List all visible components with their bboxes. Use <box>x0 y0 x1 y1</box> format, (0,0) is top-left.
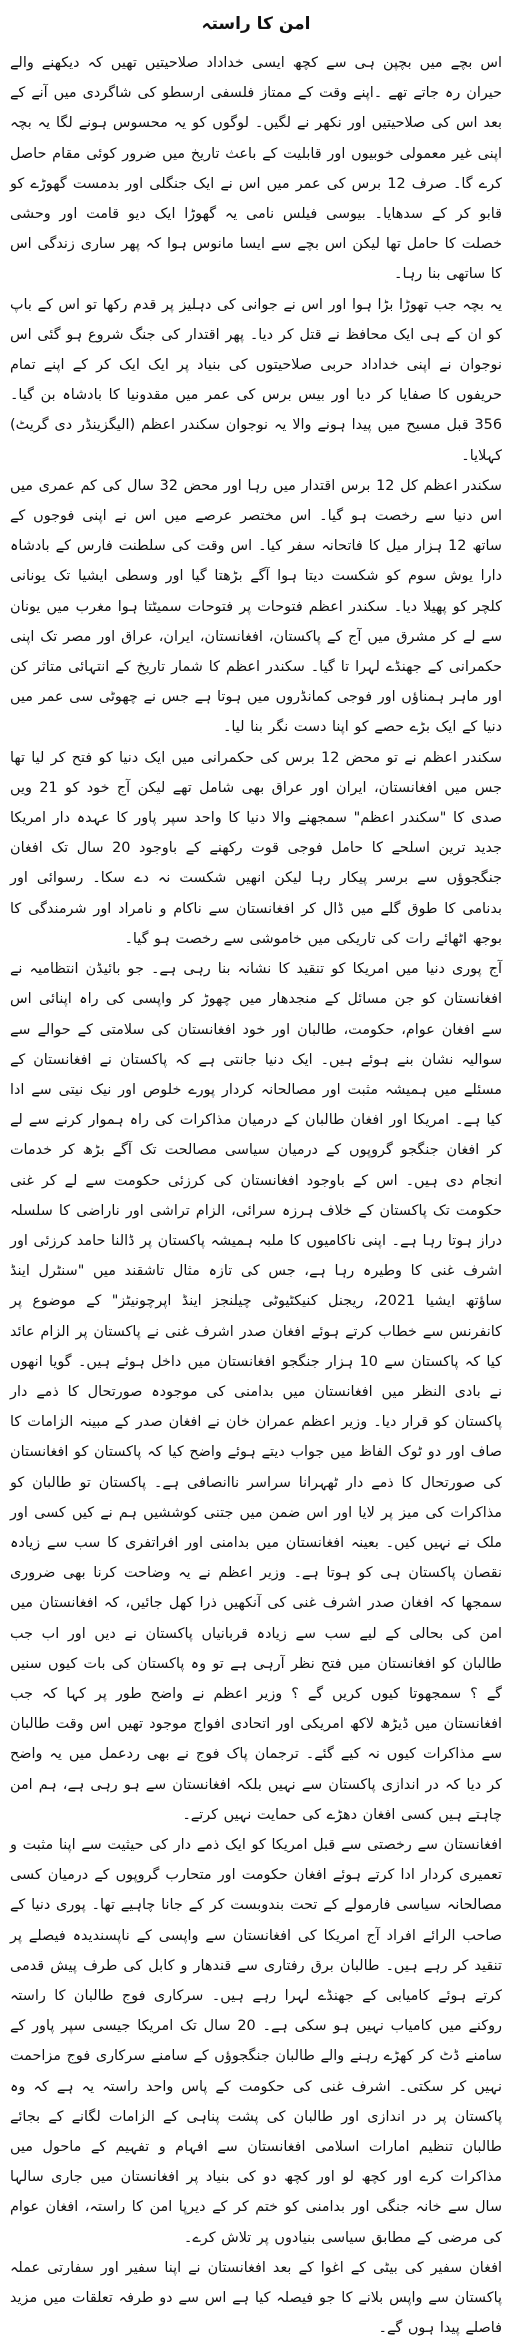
article-paragraph: سکندر اعظم کل 12 برس اقتدار میں رہا اور محض 32 سال کی کم عمری میں اس دنیا سے رخصت ہو گیا۔ اس مختصر عرصے میں اس نے اپنی فوجوں کے ساتھ 12 ہزار میل کا فاتحانہ سفر کیا۔ اس وقت کی سلطنت فارس کے بادشاہ دارا یوش سوم کو شکست دیتا ہوا آگے بڑھتا گیا اور وسطی ایشیا تک یونانی کلچر کو پھیلا دیا۔ سکندر اعظم فتوحات پر فتوحات سمیٹتا ہوا مغرب میں یونان سے لے کر مشرق میں آج کے پاکستان، افغانستان، ایران، عراق اور مصر تک اپنی حکمرانی کے جھنڈے لہرا تا گیا۔ سکندر اعظم کا شمار تاریخ کے انتہائی متاثر کن اور ماہر ہمناؤں اور فوجی کمانڈروں میں ہوتا ہے جس نے چھوٹی سی عمر میں دنیا کے ایک بڑے حصے کو اپنا دست نگر بنا لیا۔ <box>10 477 502 736</box>
article-paragraph: اس بچے میں بچپن ہی سے کچھ ایسی خداداد صلاحیتیں تھیں کہ دیکھنے والے حیران رہ جاتے تھے ۔اپنے وقت کے ممتاز فلسفی ارسطو کی شاگردی میں آنے کے بعد اس کی صلاحیتیں اور نکھر نے لگیں۔ لوگوں کو یہ محسوس ہونے لگا یہ بچہ اپنی غیر معمولی خوبیوں اور قابلیت کے باعث تاریخ میں ضرور کوئی مقام حاصل کرے گا۔ صرف 12 برس کی عمر میں اس نے ایک جنگلی اور بدمست گھوڑے کو قابو کر کے سدھایا۔ بیوسی فیلس نامی یہ گھوڑا ایک دیو قامت اور وحشی خصلت کا حامل تھا لیکن اس بچے سے ایسا مانوس ہوا کہ پھر ساری زندگی اس کا ساتھی بنا رہا۔ <box>10 55 502 283</box>
article-paragraph: افغان سفیر کی بیٹی کے اغوا کے بعد افغانستان نے اپنا سفیر اور سفارتی عملہ پاکستان سے واپس بلانے کا جو فیصلہ کیا ہے اس سے دو طرفہ تعلقات میں مزید فاصلے پیدا ہوں گے۔ <box>10 2259 502 2337</box>
article-paragraph: یہ بچہ جب تھوڑا بڑا ہوا اور اس نے جوانی کی دہلیز پر قدم رکھا تو اس کے باپ کو ان کے ہی ایک محافظ نے قتل کر دیا۔ پھر اقتدار کی جنگ شروع ہو گئی اس نوجوان نے اپنی خداداد حربی صلاحیتوں کی بنیاد پر ایک ایک کر کے اپنے تمام حریفوں کا صفایا کر دیا اور بیس برس کی عمر میں مقدونیا کا بادشاہ بن گیا۔ 356 قبل مسیح میں پیدا ہونے والا یہ نوجوان سکندر اعظم (الیگزینڈر دی گریٹ) کہلایا۔ <box>10 296 502 464</box>
article-paragraph: افغانستان سے رخصتی سے قبل امریکا کو ایک ذمے دار کی حیثیت سے اپنا مثبت و تعمیری کردار ادا کرتے ہوئے افغان حکومت اور متحارب گروپوں کے درمیان کسی مصالحانہ سیاسی فارمولے کے تحت بندوبست کر کے جانا چاہیے تھا۔ پوری دنیا کے صاحب الرائے افراد آج امریکا کی افغانستان سے واپسی کے ناپسندیدہ فیصلے پر تنقید کر رہے ہیں۔ طالبان برق رفتاری سے قندھار و کابل کی طرف پیش قدمی کرتے ہوئے کامیابی کے جھنڈے لہرا رہے ہیں۔ سرکاری فوج طالبان کا راستہ روکنے میں کامیاب نہیں ہو سکی ہے۔ 20 سال تک امریکا جیسی سپر پاور کے سامنے ڈٹ کر کھڑے رہنے والے طالبان جنگجوؤں کے سامنے سرکاری فوج مزاحمت نہیں کر سکتی۔ اشرف غنی کی حکومت کے پاس واحد راستہ یہ ہے کہ وہ پاکستان پر در اندازی اور طالبان کی پشت پناہی کے الزامات لگانے کے بجائے طالبان تنظیم امارات اسلامی افغانستان سے افہام و تفہیم کے ماحول میں مذاکرات کرے اور کچھ لو اور کچھ دو کی بنیاد پر افغانستان میں جاری سالہا سال سے خانہ جنگی اور بدامنی کو ختم کر کے دیرپا امن کا راستہ، افغان عوام کی مرضی کے مطابق سیاسی بنیادوں پر تلاش کرے۔ <box>10 1836 502 2246</box>
article-title: امن کا راستہ <box>201 14 311 34</box>
article-paragraph: سکندر اعظم نے تو محض 12 برس کی حکمرانی میں ایک دنیا کو فتح کر لیا تھا جس میں افغانستان، ایران اور عراق بھی شامل تھے لیکن آج خود کو 21 ویں صدی کا "سکندر اعظم" سمجھنے والا دنیا کا واحد سپر پاور کا عہدہ دار امریکا جدید ترین اسلحے کا حامل فوجی قوت رکھنے کے باوجود 20 سال تک افغان جنگجوؤں سے برسر پیکار رہا لیکن انھیں شکست نہ دے سکا۔ رسوائی اور بدنامی کا طوق گلے میں ڈال کر افغانستان سے ناکام و نامراد اور شرمندگی کا بوجھ اٹھائے رات کی تاریکی میں خاموشی سے رخصت ہو گیا۔ <box>10 749 502 947</box>
article-paragraph: آج پوری دنیا میں امریکا کو تنقید کا نشانہ بنا رہی ہے۔ جو بائیڈن انتظامیہ نے افغانستان کو جن مسائل کے منجدھار میں چھوڑ کر واپسی کی راہ اپنائی اس سے افغان عوام، حکومت، طالبان اور خود افغانستان کی سلامتی کے حوالے سے سوالیہ نشان بنے ہوئے ہیں۔ ایک دنیا جانتی ہے کہ پاکستان نے افغانستان کے مسئلے میں ہمیشہ مثبت اور مصالحانہ کردار پورے خلوص اور نیک نیتی سے ادا کیا ہے۔ امریکا اور افغان طالبان کے درمیان مذاکرات کی راہ ہموار کرنے سے لے کر افغان جنگجو گروپوں کے درمیان سیاسی مصالحت تک آگے بڑھ کر خدمات انجام دی ہیں۔ اس کے باوجود افغانستان کی کرزئی حکومت سے لے کر غنی حکومت تک پاکستان کے خلاف ہرزہ سرائی، الزام تراشی اور ناراضی کا سلسلہ دراز ہوتا رہا ہے۔ اپنی ناکامیوں کا ملبہ ہمیشہ پاکستان پر ڈالنا حامد کرزئی اور اشرف غنی کا وطیرہ رہا ہے، جس کی تازہ مثال تاشقند میں "سنٹرل اینڈ ساؤتھ ایشیا 2021، ریجنل کنیکٹیوٹی چیلنجز اینڈ اپرچونیٹز" کے موضوع پر کانفرنس سے خطاب کرتے ہوئے افغان صدر اشرف غنی نے پاکستان پر الزام عائد کیا کہ پاکستان سے 10 ہزار جنگجو افغانستان میں داخل ہوئے ہیں۔ گویا انھوں نے بادی النظر میں افغانستان میں بدامنی کی موجودہ صورتحال کا ذمے دار پاکستان کو قرار دیا۔ وزیر اعظم عمران خان نے افغان صدر کے مبینہ الزامات کا صاف اور دو ٹوک الفاظ میں جواب دیتے ہوئے واضح کیا کہ پاکستان کو افغانستان کی صورتحال کا ذمے دار ٹھہرانا سراسر ناانصافی ہے۔ پاکستان تو طالبان کو مذاکرات کی میز پر لایا اور اس ضمن میں جتنی کوششیں ہم نے کیں کسی اور ملک نے نہیں کیں۔ بعینہ افغانستان میں بدامنی اور افراتفری کا سب سے زیادہ نقصان پاکستان ہی کو ہوتا ہے۔ وزیر اعظم نے یہ وضاحت کرنا بھی ضروری سمجھا کہ افغان صدر اشرف غنی کی آنکھیں ذرا کھل جائیں، کہ افغانستان میں امن کی بحالی کے لیے سب سے زیادہ قربانیاں پاکستان نے دیں اور اب جب طالبان کو افغانستان میں فتح نظر آرہی ہے تو وہ پاکستان کی بات کیوں سنیں گے ؟ سمجھوتا کیوں کریں گے ؟ وزیر اعظم نے واضح طور پر کہا کہ جب افغانستان میں ڈیڑھ لاکھ امریکی اور اتحادی افواج موجود تھیں اس وقت طالبان سے مذاکرات کیوں نہ کیے گئے۔ ترجمان پاک فوج نے بھی ردعمل میں یہ واضح کر دیا کہ در اندازی پاکستان سے نہیں بلکہ افغانستان سے ہو رہی ہے، ہم امن چاہتے ہیں کسی افغان دھڑے کی حمایت نہیں کرتے۔ <box>10 961 502 1823</box>
